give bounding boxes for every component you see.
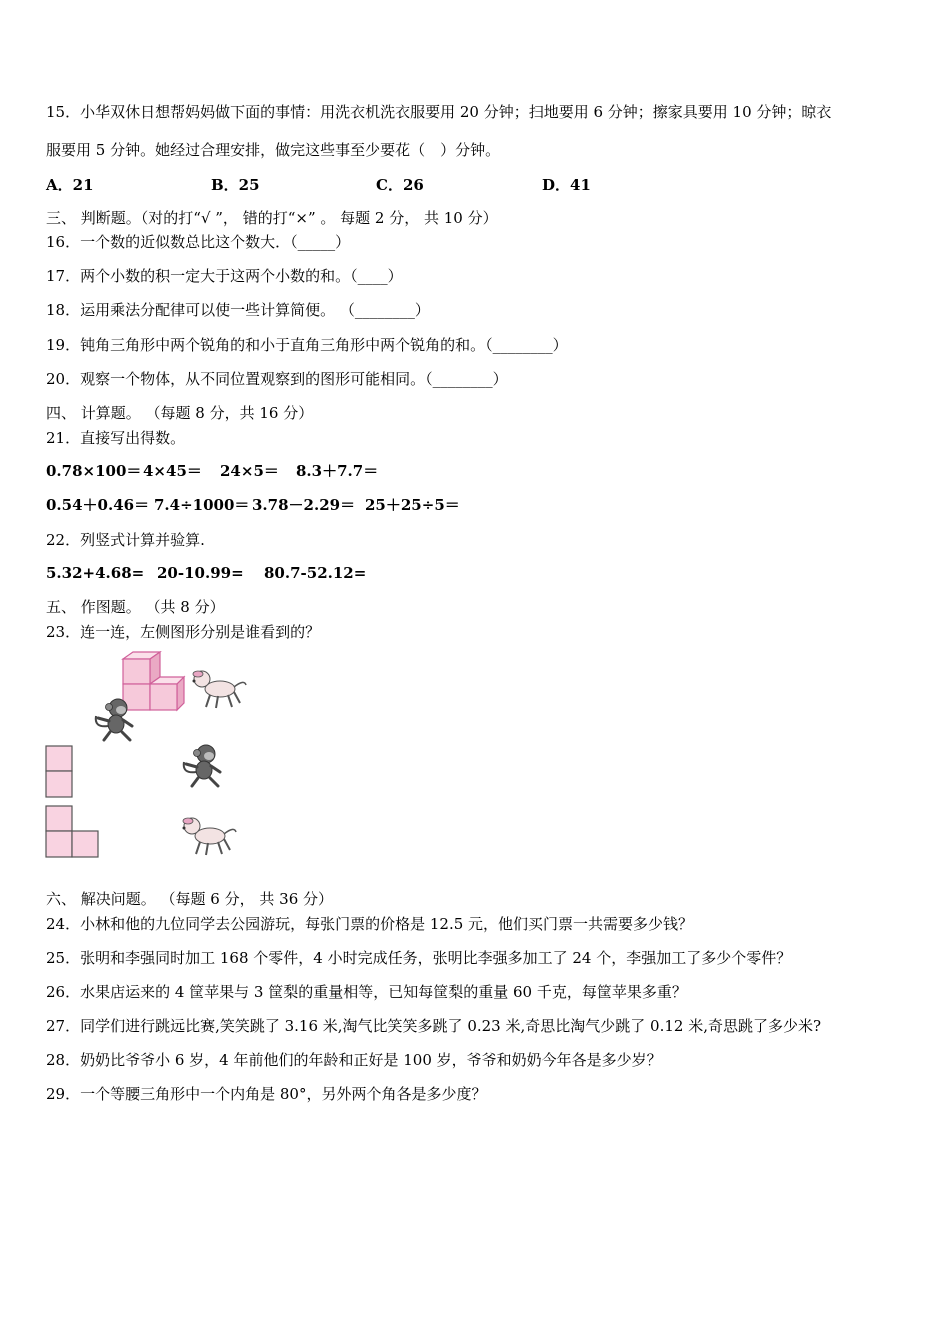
monkey-icon [92, 696, 138, 742]
two-square-column-icon [45, 745, 75, 799]
calc-item: 0.54＋0.46＝ [46, 496, 150, 514]
calc-item: 0.78×100＝ [46, 462, 142, 480]
q15-option-b: B．25 [211, 176, 260, 194]
dog-icon [180, 812, 240, 858]
calc-item: 8.3＋7.7＝ [296, 462, 379, 480]
q15-option-c: C．26 [376, 176, 424, 194]
q19: 19．钝角三角形中两个锐角的和小于直角三角形中两个锐角的和。（________） [46, 336, 568, 354]
calc-item: 7.4÷1000＝ [154, 496, 250, 514]
calc-item: 80.7-52.12= [264, 564, 367, 582]
calc-item: 5.32+4.68= [46, 564, 145, 582]
q23: 23．连一连，左侧图形分别是谁看到的？ [46, 623, 321, 641]
q21: 21．直接写出得数。 [46, 429, 186, 447]
calc-row-2 [46, 495, 460, 515]
q27: 27．同学们进行跳远比赛,笑笑跳了 3.16 米,淘气比笑笑多跳了 0.23 米,奇思比淘气少跳了 0.12 米,奇思跳了多少米? [46, 1017, 822, 1035]
q24: 24．小林和他的九位同学去公园游玩，每张门票的价格是 12.5 元，他们买门票一共需要多少钱？ [46, 915, 694, 933]
section4-title: 四、 计算题。 （每题 8 分，共 16 分） [46, 404, 314, 422]
q15-option-a: A．21 [46, 176, 94, 194]
q17: 17．两个小数的积一定大于这两个小数的和。（____） [46, 267, 403, 285]
q22: 22．列竖式计算并验算. [46, 531, 205, 549]
q15-option-d: D．41 [542, 176, 591, 194]
section6-title: 六、 解决问题。 （每题 6 分， 共 36 分） [46, 890, 334, 908]
q16: 16．一个数的近似数总比这个数大．（_____） [46, 233, 351, 251]
calc-row-3 [46, 563, 366, 583]
q25: 25．张明和李强同时加工 168 个零件，4 小时完成任务，张明比李强多加工了 24 个，李强加工了多少个零件？ [46, 949, 792, 967]
calc-item: 3.78－2.29＝ [252, 496, 356, 514]
calc-item: 24×5＝ [220, 462, 279, 480]
q20: 20．观察一个物体，从不同位置观察到的图形可能相同。（________） [46, 370, 508, 388]
section5-title: 五、 作图题。 （共 8 分） [46, 598, 225, 616]
section3-title: 三、 判断题。（对的打“√ ”， 错的打“×” 。 每题 2 分， 共 10 分） [46, 209, 498, 227]
calc-item: 4×45＝ [143, 462, 202, 480]
q26: 26．水果店运来的 4 筐苹果与 3 筐梨的重量相等，已知每筐梨的重量 60 千克，每筐苹果多重？ [46, 983, 687, 1001]
l-shape-squares-icon [45, 805, 101, 859]
dog-icon [190, 665, 250, 711]
calc-item: 20-10.99= [157, 564, 244, 582]
calc-item: 25＋25÷5＝ [365, 496, 460, 514]
q15-line1: 15．小华双休日想帮妈妈做下面的事情：用洗衣机洗衣服要用 20 分钟；扫地要用 6 分钟；擦家具要用 10 分钟；晾衣 [46, 103, 832, 121]
q29: 29．一个等腰三角形中一个内角是 80°，另外两个角各是多少度？ [46, 1085, 487, 1103]
q18: 18．运用乘法分配律可以使一些计算简便。 （________） [46, 301, 430, 319]
q28: 28．奶奶比爷爷小 6 岁，4 年前他们的年龄和正好是 100 岁，爷爷和奶奶今年各是多少岁？ [46, 1051, 662, 1069]
calc-row-1 [46, 461, 378, 481]
q15-line2: 服要用 5 分钟。她经过合理安排，做完这些事至少要花（ ）分钟。 [46, 141, 501, 159]
monkey-icon [180, 742, 226, 788]
